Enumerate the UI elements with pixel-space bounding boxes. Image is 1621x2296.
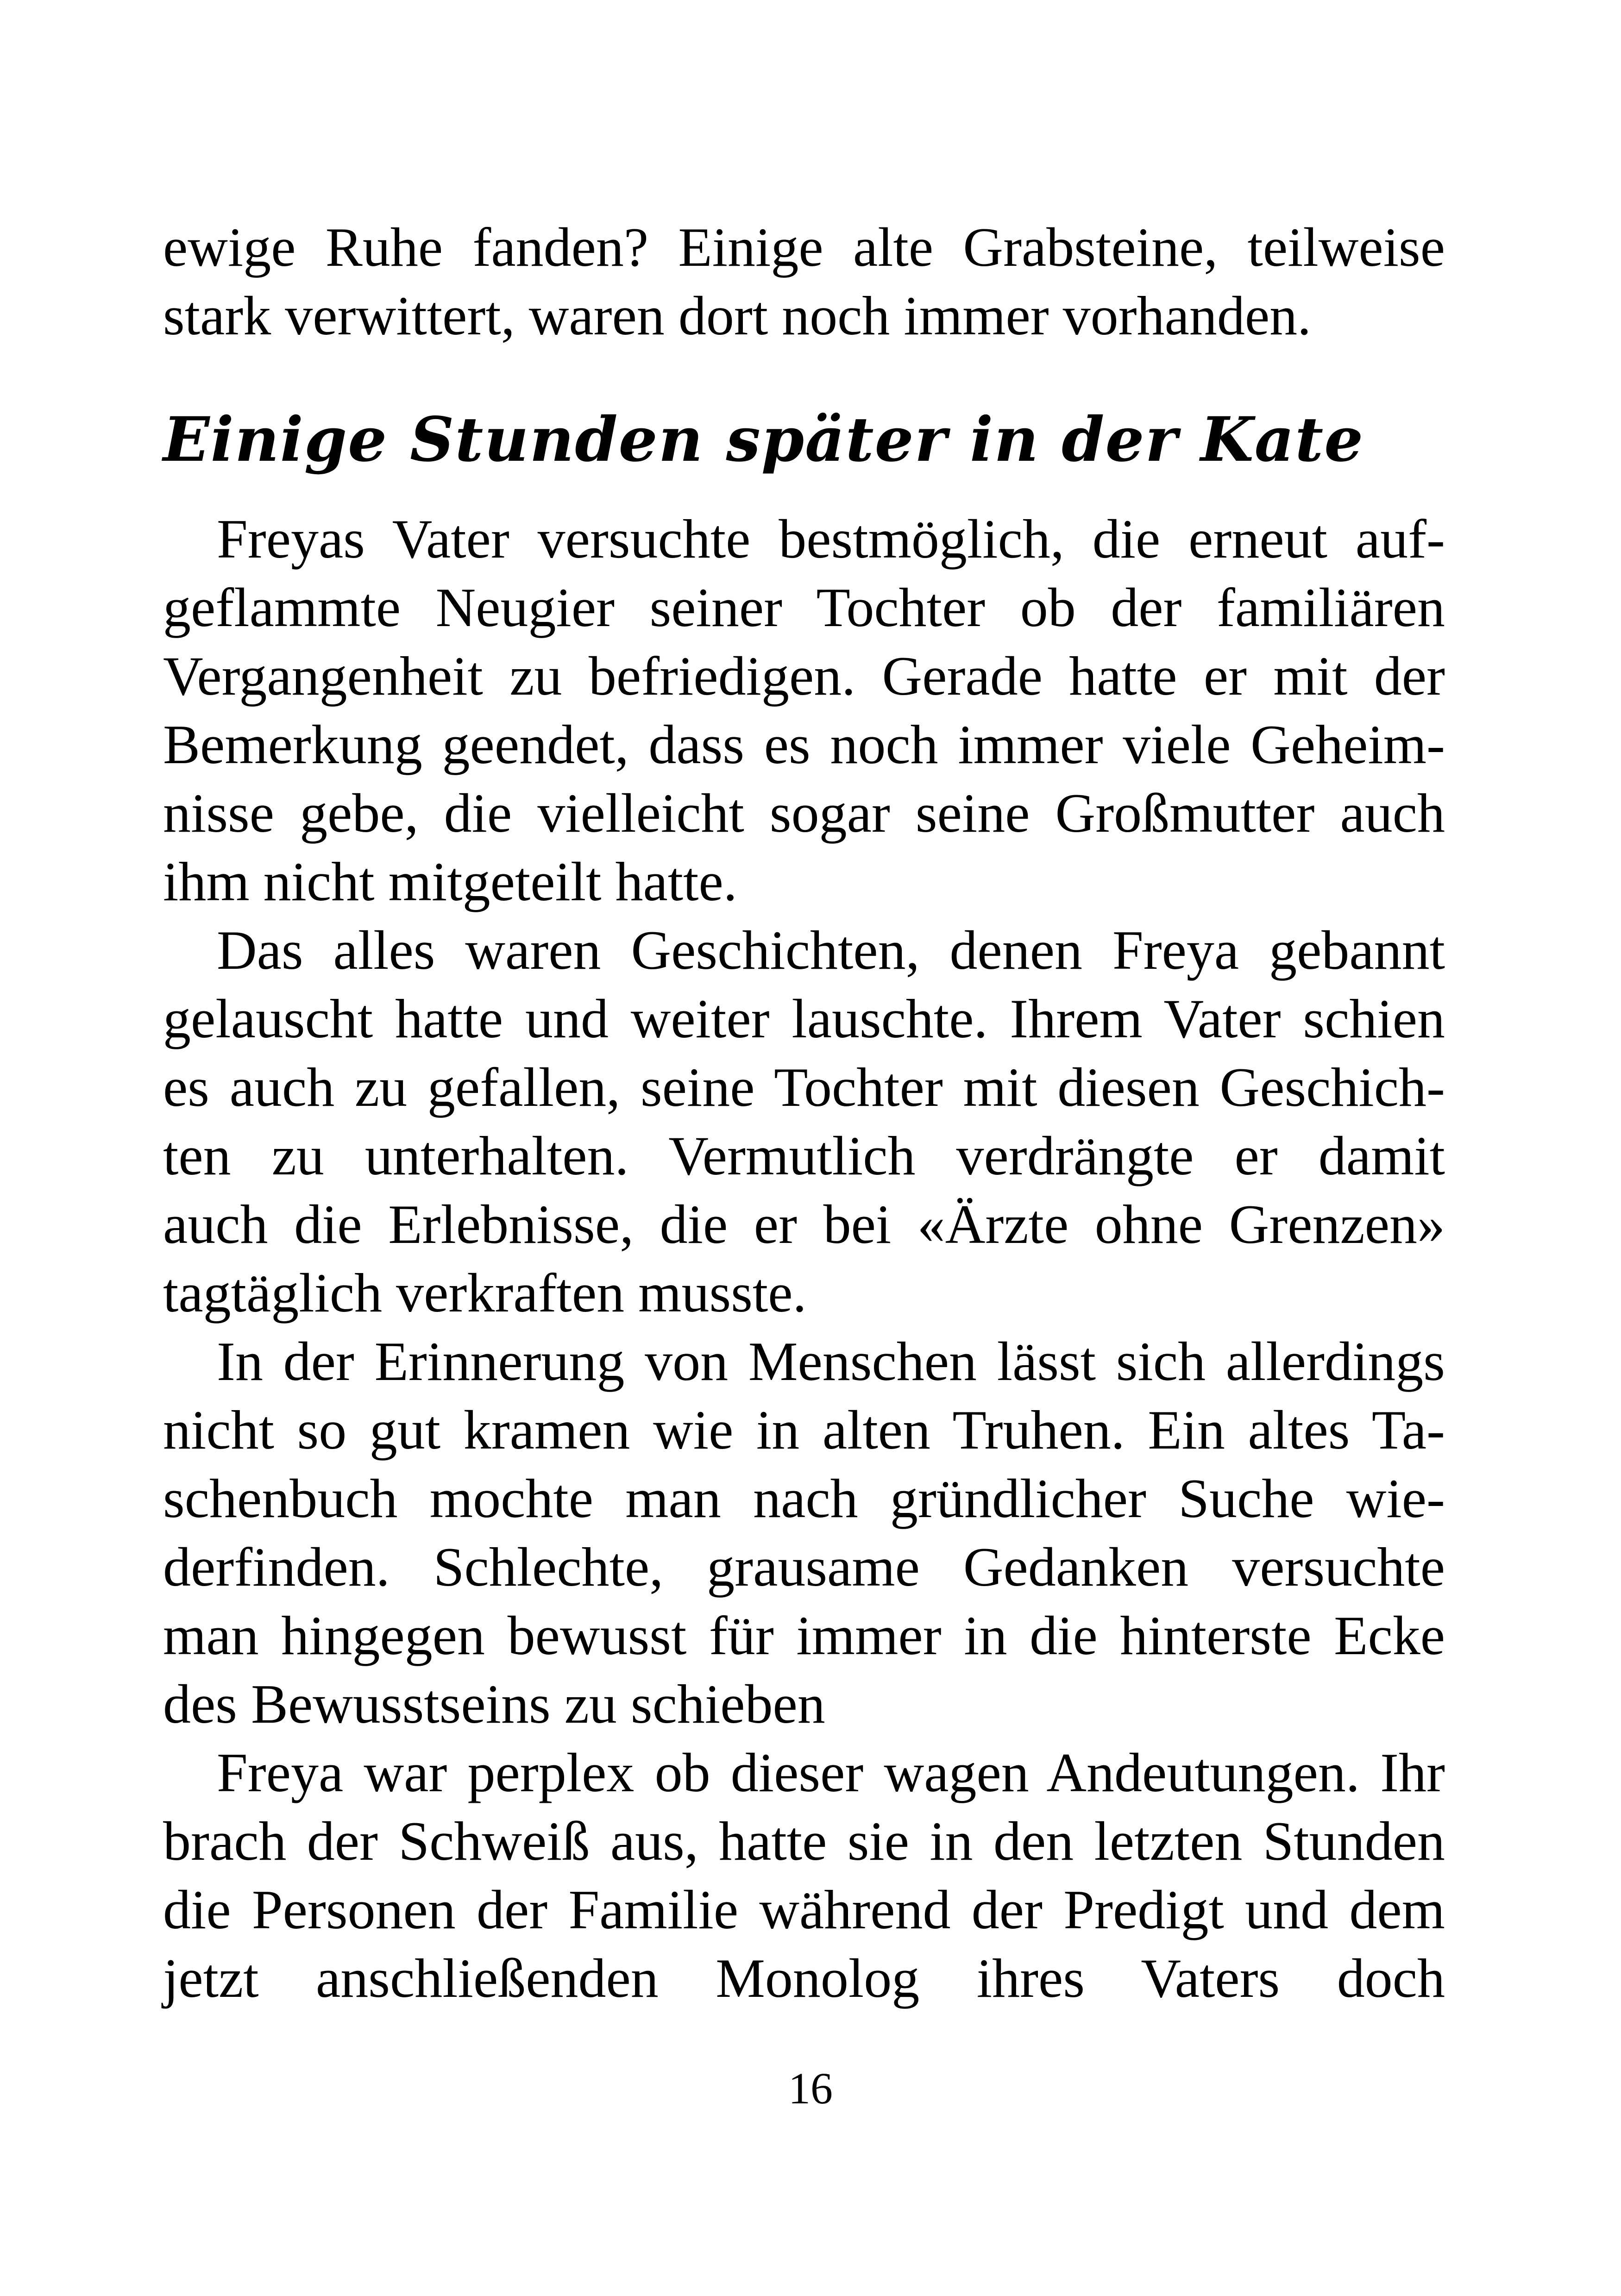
text-line: des Bewusstseins zu schieben (163, 1673, 825, 1735)
text-line: derfinden. Schlechte, grausame Gedanken versuchte (163, 1536, 1445, 1598)
paragraph-first-line: Freyas Vater versuchte bestmöglich, die erneut auf- (217, 508, 1445, 570)
text-line: ewige Ruhe fanden? Einige alte Grabsteine, teilweise (163, 216, 1445, 278)
text-line: brach der Schweiß aus, hatte sie in den letzten Stunden (163, 1810, 1445, 1872)
text-line: ihm nicht mitgeteilt hatte. (163, 851, 737, 912)
section-heading: Einige Stunden später in der Kate (163, 404, 1364, 476)
text-line: es auch zu gefallen, seine Tochter mit diesen Geschich- (163, 1056, 1445, 1118)
text-line: nicht so gut kramen wie in alten Truhen. Ein altes Ta- (163, 1399, 1445, 1461)
page-number: 16 (788, 2064, 833, 2113)
paragraph-first-line: In der Erinnerung von Menschen lässt sich allerdings (217, 1330, 1445, 1392)
text-line: ten zu unterhalten. Vermutlich verdrängte er damit (163, 1125, 1445, 1186)
paragraph-first-line: Freya war perplex ob dieser wagen Andeutungen. Ihr (217, 1742, 1445, 1803)
text-line: gelauscht hatte und weiter lauschte. Ihrem Vater schien (163, 988, 1445, 1049)
text-line: Bemerkung geendet, dass es noch immer viele Geheim- (163, 714, 1445, 775)
text-line: tagtäglich verkraften musste. (163, 1262, 807, 1324)
text-line: auch die Erlebnisse, die er bei «Ärzte ohne Grenzen» (163, 1193, 1445, 1255)
text-line: schenbuch mochte man nach gründlicher Suche wie- (163, 1468, 1445, 1529)
text-line: nisse gebe, die vielleicht sogar seine Großmutter auch (163, 782, 1445, 844)
text-line: jetzt anschließenden Monolog ihres Vaters doch (163, 1947, 1445, 2009)
body-text (163, 505, 1445, 2013)
opening-text (163, 213, 1445, 350)
text-line: die Personen der Familie während der Predigt und dem (163, 1879, 1445, 1940)
text-line: geflammte Neugier seiner Tochter ob der familiären (163, 577, 1445, 638)
text-line: man hingegen bewusst für immer in die hinterste Ecke (163, 1605, 1445, 1666)
text-line: stark verwittert, waren dort noch immer vorhanden. (163, 285, 1312, 346)
paragraph-first-line: Das alles waren Geschichten, denen Freya gebannt (217, 919, 1445, 981)
text-line: Vergangenheit zu befriedigen. Gerade hatte er mit der (163, 645, 1445, 707)
